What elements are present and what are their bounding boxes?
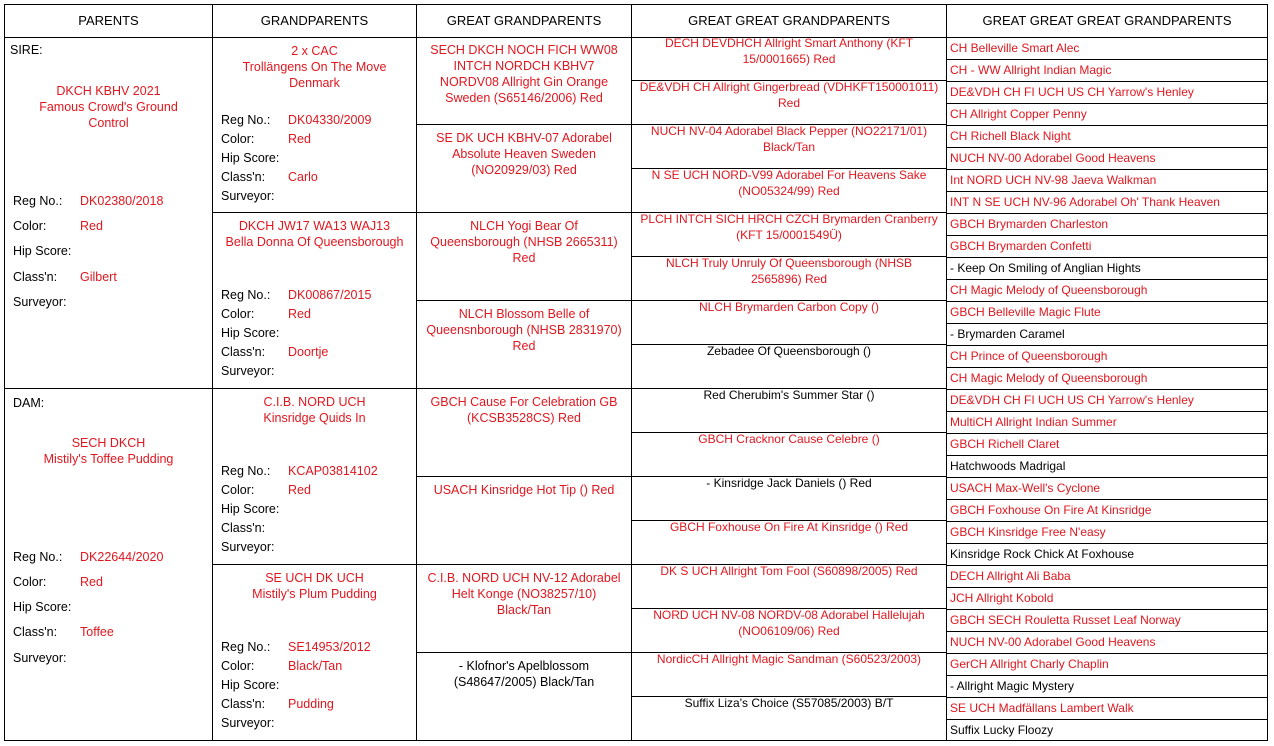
grid-hline (946, 675, 1267, 676)
great-great-great-grandparent-entry: CH Allright Copper Penny (950, 107, 1087, 121)
grid-hline (946, 587, 1267, 588)
great-grandparent-entry (417, 42, 631, 106)
entry-line: NordicCH Allright Magic Sandman (S60523/2003) (656, 652, 922, 666)
entry-line: PLCH INTCH SICH HRCH CZCH Brymarden Cranberry (640, 212, 938, 226)
entry-line: GBCH Cause For Celebration GB (430, 395, 618, 409)
grid-hline (212, 564, 416, 565)
entry-line: DECH DEVDHCH Allright Smart Anthony (KFT (664, 36, 914, 50)
header-great-great-grandparents: GREAT GREAT GRANDPARENTS (688, 13, 890, 28)
grid-hline (946, 301, 1267, 302)
grandparent-name-line: DKCH JW17 WA13 WAJ13 (238, 219, 391, 233)
great-great-great-grandparent-entry: GBCH Richell Claret (950, 437, 1060, 451)
sire-name-line: Control (88, 116, 129, 130)
great-great-grandparent-entry (632, 387, 946, 403)
grandparent-color-value: Red (288, 132, 311, 146)
grid-hline (416, 124, 631, 125)
grid-hline (946, 323, 1267, 324)
entry-line: (KFT 15/0001549Ü) (736, 228, 842, 242)
great-great-grandparent-entry (632, 475, 946, 491)
header-grandparents: GRANDPARENTS (260, 13, 369, 28)
great-grandparent-entry (417, 218, 631, 266)
great-great-great-grandparent-entry: CH Prince of Queensborough (950, 349, 1108, 363)
grandparent-name (213, 43, 416, 91)
entry-line: NUCH NV-04 Adorabel Black Pepper (NO22171/01) (650, 124, 928, 138)
great-great-grandparent-entry (632, 255, 946, 287)
grid-hline (946, 81, 1267, 82)
grandparent-color-value: Red (288, 483, 311, 497)
grandparent-reg-label: Reg No.: (221, 640, 271, 654)
great-grandparent-entry (417, 306, 631, 354)
sire-label: SIRE: (10, 43, 43, 57)
grid-hline (946, 213, 1267, 214)
great-great-grandparent-entry (632, 563, 946, 579)
sire-class-label: Class'n: (13, 270, 58, 284)
sire-color-label: Color: (13, 219, 47, 233)
grid-hline (946, 499, 1267, 500)
sire-reg-label: Reg No.: (13, 194, 63, 208)
grandparent-reg-label: Reg No.: (221, 464, 271, 478)
great-great-great-grandparent-entry: GBCH Kinsridge Free N'easy (950, 525, 1106, 539)
great-great-grandparent-entry (632, 299, 946, 315)
great-great-great-grandparent-entry: SE UCH Madfällans Lambert Walk (950, 701, 1134, 715)
grandparent-classn-label: Class'n: (221, 170, 266, 184)
great-great-grandparent-entry (632, 123, 946, 155)
grandparent-hip-label: Hip Score: (221, 678, 280, 692)
great-great-grandparent-entry (632, 519, 946, 535)
entry-line: Red (512, 251, 536, 265)
entry-line: - Kinsridge Jack Daniels () Red (706, 476, 872, 490)
great-great-grandparent-entry (632, 211, 946, 243)
grid-hline (946, 257, 1267, 258)
entry-line: 2565896) Red (750, 272, 828, 286)
grid-hline (946, 609, 1267, 610)
great-grandparent-entry (417, 130, 631, 178)
grandparent-name-line: 2 x CAC (291, 44, 338, 58)
entry-line: DE&VDH CH Allright Gingerbread (VDHKFT150001011) (639, 80, 939, 94)
entry-line: Zebadee Of Queensborough () (706, 344, 872, 358)
grandparent-color-value: Red (288, 307, 311, 321)
entry-line: NORDV08 Allright Gin Orange (439, 75, 609, 89)
entry-line: USACH Kinsridge Hot Tip () Red (433, 483, 615, 497)
grandparent-surveyor-label: Surveyor: (221, 540, 275, 554)
grid-hline (946, 719, 1267, 720)
great-great-great-grandparent-entry: JCH Allright Kobold (950, 591, 1054, 605)
entry-line: NLCH Yogi Bear Of (470, 219, 578, 233)
great-great-great-grandparent-entry: Int NORD UCH NV-98 Jaeva Walkman (950, 173, 1157, 187)
entry-line: Red (512, 339, 536, 353)
great-great-great-grandparent-entry: DE&VDH CH FI UCH US CH Yarrow's Henley (950, 85, 1194, 99)
sire-surveyor-label: Surveyor: (13, 295, 67, 309)
entry-line: Red (777, 96, 800, 110)
great-great-great-grandparent-entry: - Brymarden Caramel (950, 327, 1065, 341)
entry-line: Black/Tan (496, 603, 552, 617)
great-great-great-grandparent-entry: DE&VDH CH FI UCH US CH Yarrow's Henley (950, 393, 1194, 407)
entry-line: Absolute Heaven Sweden (452, 147, 596, 161)
great-great-great-grandparent-entry: CH - WW Allright Indian Magic (950, 63, 1112, 77)
great-great-grandparent-entry (632, 695, 946, 711)
grid-hline (416, 564, 631, 565)
dam-hip-label: Hip Score: (13, 600, 72, 614)
grandparent-name-line: Denmark (289, 76, 340, 90)
grid-hline (946, 103, 1267, 104)
grandparent-name-line: Trollängens On The Move (242, 60, 387, 74)
great-great-great-grandparent-entry: CH Belleville Smart Alec (950, 41, 1080, 55)
entry-line: Helt Konge (NO38257/10) (451, 587, 597, 601)
grid-hline (946, 653, 1267, 654)
dam-name-line: Mistily's Toffee Pudding (43, 452, 174, 466)
entry-line: Sweden (S65146/2006) Red (445, 91, 603, 105)
grid-hline (416, 388, 631, 389)
dam-color-value: Red (80, 575, 103, 589)
grandparent-classn-value: Doortje (288, 345, 329, 359)
great-great-great-grandparent-entry: - Allright Magic Mystery (950, 679, 1075, 693)
grid-vline (1267, 4, 1268, 741)
grid-hline (946, 367, 1267, 368)
entry-line: NLCH Blossom Belle of (458, 307, 590, 321)
sire-reg-value: DK02380/2018 (80, 194, 164, 208)
entry-line: NLCH Brymarden Carbon Copy () (698, 300, 880, 314)
grandparent-name (213, 394, 416, 426)
great-great-great-grandparent-entry: USACH Max-Well's Cyclone (950, 481, 1101, 495)
great-great-great-grandparent-entry: Suffix Lucky Floozy (950, 723, 1054, 737)
grandparent-hip-label: Hip Score: (221, 502, 280, 516)
grandparent-surveyor-label: Surveyor: (221, 189, 275, 203)
entry-line: SECH DKCH NOCH FICH WW08 (430, 43, 618, 57)
entry-line: Queensnborough (NHSB 2831970) (426, 323, 622, 337)
great-grandparent-entry (417, 658, 631, 690)
grandparent-reg-value: DK00867/2015 (288, 288, 372, 302)
entry-line: - Klofnor's Apelblossom (458, 659, 590, 673)
entry-line: (KCSB3528CS) Red (467, 411, 581, 425)
entry-line: GBCH Foxhouse On Fire At Kinsridge () Red (669, 520, 909, 534)
grid-hline (946, 411, 1267, 412)
header-great-great-great-grandparents: GREAT GREAT GREAT GRANDPARENTS (982, 13, 1232, 28)
great-great-great-grandparent-entry: DECH Allright Ali Baba (950, 569, 1071, 583)
grandparent-name-line: Bella Donna Of Queensborough (225, 235, 404, 249)
great-great-grandparent-entry (632, 651, 946, 667)
great-great-great-grandparent-entry: GBCH SECH Rouletta Russet Leaf Norway (950, 613, 1181, 627)
header-great-grandparents: GREAT GRANDPARENTS (446, 13, 602, 28)
great-grandparent-entry (417, 394, 631, 426)
grandparent-classn-value: Pudding (288, 697, 334, 711)
entry-line: GBCH Cracknor Cause Celebre () (698, 432, 880, 446)
great-great-grandparent-entry (632, 35, 946, 67)
grandparent-name-line: Kinsridge Quids In (263, 411, 366, 425)
dam-reg-label: Reg No.: (13, 550, 63, 564)
grid-hline (946, 477, 1267, 478)
dam-class-value: Toffee (80, 625, 114, 639)
grid-hline (946, 433, 1267, 434)
grid-hline (4, 388, 212, 389)
entry-line: SE DK UCH KBHV-07 Adorabel (436, 131, 612, 145)
grandparent-classn-label: Class'n: (221, 345, 266, 359)
grandparent-surveyor-label: Surveyor: (221, 364, 275, 378)
great-great-great-grandparent-entry: GBCH Brymarden Confetti (950, 239, 1092, 253)
grandparent-color-label: Color: (221, 132, 255, 146)
great-great-grandparent-entry (632, 343, 946, 359)
entry-line: NORD UCH NV-08 NORDV-08 Adorabel Hallelujah (653, 608, 925, 622)
grid-vline (416, 4, 417, 741)
entry-line: (S48647/2005) Black/Tan (453, 675, 595, 689)
grandparent-surveyor-label: Surveyor: (221, 716, 275, 730)
grandparent-color-label: Color: (221, 307, 255, 321)
great-great-great-grandparent-entry: NUCH NV-00 Adorabel Good Heavens (950, 635, 1156, 649)
grandparent-hip-label: Hip Score: (221, 326, 280, 340)
entry-line: INTCH NORDCH KBHV7 (453, 59, 595, 73)
grandparent-color-label: Color: (221, 483, 255, 497)
great-great-great-grandparent-entry: MultiCH Allright Indian Summer (950, 415, 1117, 429)
grandparent-color-value: Black/Tan (288, 659, 343, 673)
grandparent-classn-value: Carlo (288, 170, 318, 184)
sire-class-value: Gilbert (80, 270, 117, 284)
grid-hline (946, 521, 1267, 522)
grandparent-reg-value: KCAP03814102 (288, 464, 378, 478)
grid-vline (212, 4, 213, 741)
grandparent-reg-label: Reg No.: (221, 288, 271, 302)
grandparent-hip-label: Hip Score: (221, 151, 280, 165)
grid-hline (946, 345, 1267, 346)
entry-line: NLCH Truly Unruly Of Queensborough (NHSB (665, 256, 913, 270)
great-great-great-grandparent-entry: CH Magic Melody of Queensborough (950, 283, 1148, 297)
great-great-great-grandparent-entry: NUCH NV-00 Adorabel Good Heavens (950, 151, 1156, 165)
grid-hline (946, 59, 1267, 60)
grandparent-name-line: C.I.B. NORD UCH (263, 395, 366, 409)
entry-line: 15/0001665) Red (742, 52, 836, 66)
entry-line: Queensborough (NHSB 2665311) (430, 235, 618, 249)
grandparent-name (213, 570, 416, 602)
grid-hline (946, 191, 1267, 192)
grandparent-reg-value: DK04330/2009 (288, 113, 372, 127)
great-great-grandparent-entry (632, 79, 946, 111)
dam-name-line: SECH DKCH (71, 436, 146, 450)
grid-hline (946, 543, 1267, 544)
great-great-great-grandparent-entry: CH Richell Black Night (950, 129, 1071, 143)
sire-name-line: DKCH KBHV 2021 (56, 84, 161, 98)
great-great-great-grandparent-entry: GBCH Foxhouse On Fire At Kinsridge (950, 503, 1152, 517)
grid-hline (946, 125, 1267, 126)
dam-surveyor-label: Surveyor: (13, 651, 67, 665)
sire-color-value: Red (80, 219, 103, 233)
grid-hline (416, 652, 631, 653)
entry-line: Red Cherubim's Summer Star () (703, 388, 875, 402)
great-great-great-grandparent-entry: GBCH Brymarden Charleston (950, 217, 1109, 231)
great-great-grandparent-entry (632, 431, 946, 447)
entry-line: Suffix Liza's Choice (S57085/2003) B/T (684, 696, 894, 710)
grid-hline (4, 740, 1268, 741)
grid-hline (946, 169, 1267, 170)
grid-hline (946, 565, 1267, 566)
grid-hline (946, 455, 1267, 456)
great-great-grandparent-entry (632, 607, 946, 639)
grid-hline (946, 631, 1267, 632)
grid-hline (416, 300, 631, 301)
entry-line: DK S UCH Allright Tom Fool (S60898/2005) Red (660, 564, 918, 578)
entry-line: C.I.B. NORD UCH NV-12 Adorabel (427, 571, 621, 585)
great-great-great-grandparent-entry: - Keep On Smiling of Anglian Hights (950, 261, 1141, 275)
entry-line: (NO05324/99) Red (738, 184, 840, 198)
grandparent-classn-label: Class'n: (221, 521, 266, 535)
dam-label: DAM: (13, 396, 45, 410)
great-great-great-grandparent-entry: GerCH Allright Charly Chaplin (950, 657, 1109, 671)
dam-name (5, 435, 212, 467)
grid-hline (946, 235, 1267, 236)
grandparent-reg-value: SE14953/2012 (288, 640, 371, 654)
dam-class-label: Class'n: (13, 625, 58, 639)
great-great-great-grandparent-entry: CH Magic Melody of Queensborough (950, 371, 1148, 385)
grandparent-reg-label: Reg No.: (221, 113, 271, 127)
great-great-great-grandparent-entry: Hatchwoods Madrigal (950, 459, 1066, 473)
grid-hline (416, 476, 631, 477)
great-great-great-grandparent-entry: GBCH Belleville Magic Flute (950, 305, 1101, 319)
sire-name-line: Famous Crowd's Ground (39, 100, 178, 114)
dam-reg-value: DK22644/2020 (80, 550, 164, 564)
grid-hline (946, 389, 1267, 390)
great-grandparent-entry (417, 570, 631, 618)
grandparent-name-line: Mistily's Plum Pudding (252, 587, 377, 601)
header-parents: PARENTS (78, 13, 139, 28)
sire-hip-label: Hip Score: (13, 244, 72, 258)
grandparent-classn-label: Class'n: (221, 697, 266, 711)
dam-color-label: Color: (13, 575, 47, 589)
great-great-grandparent-entry (632, 167, 946, 199)
great-great-great-grandparent-entry: Kinsridge Rock Chick At Foxhouse (950, 547, 1135, 561)
grandparent-name-line: SE UCH DK UCH (265, 571, 364, 585)
grid-hline (946, 697, 1267, 698)
grid-hline (212, 212, 416, 213)
entry-line: N SE UCH NORD-V99 Adorabel For Heavens Sake (651, 168, 927, 182)
grid-hline (946, 147, 1267, 148)
great-great-great-grandparent-entry: INT N SE UCH NV-96 Adorabel Oh' Thank Heaven (950, 195, 1220, 209)
grandparent-color-label: Color: (221, 659, 255, 673)
grandparent-name (213, 218, 416, 250)
entry-line: (NO06109/06) Red (738, 624, 840, 638)
grid-hline (946, 279, 1267, 280)
grid-hline (212, 388, 416, 389)
grid-hline (416, 212, 631, 213)
entry-line: Black/Tan (762, 140, 816, 154)
sire-name (5, 83, 212, 131)
entry-line: (NO20929/03) Red (471, 163, 577, 177)
great-grandparent-entry (417, 482, 631, 498)
